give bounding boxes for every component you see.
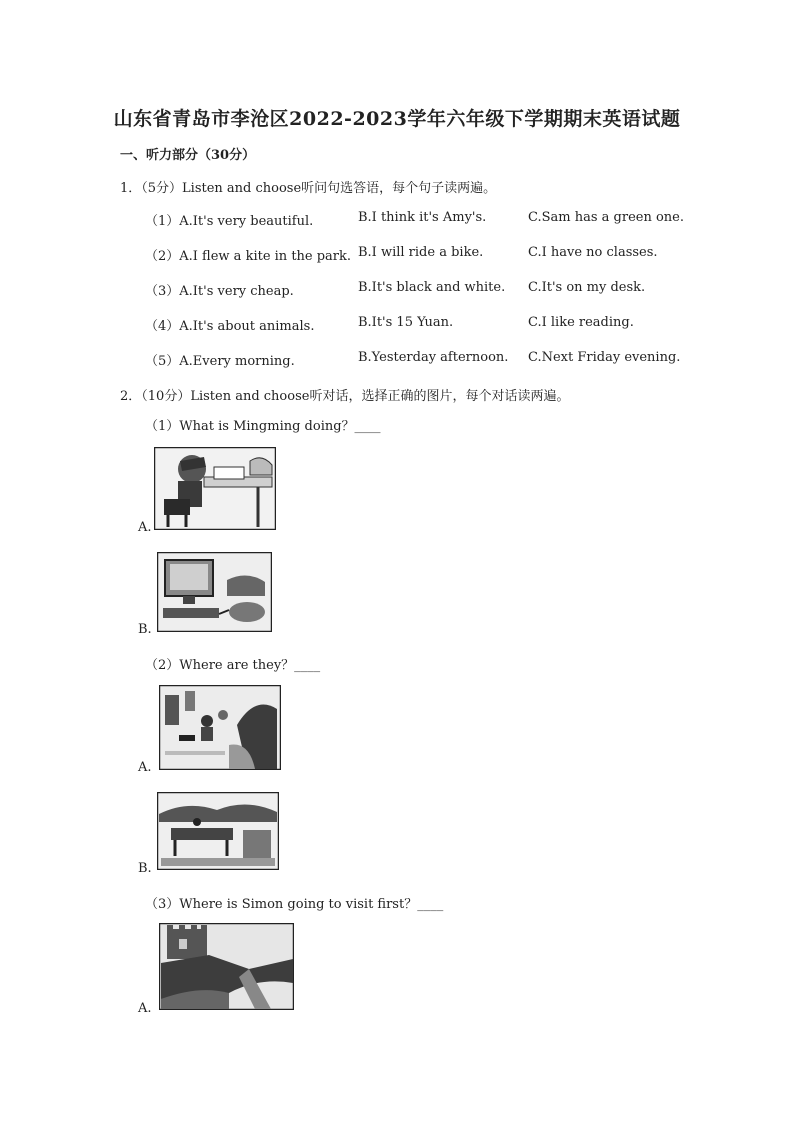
q1-row-5 [145,350,705,370]
q1-3-option-a: （3）A.It's very cheap. [145,284,294,299]
q1-5-option-a: （5）A.Every morning. [145,354,295,369]
page-title: 山东省青岛市李沧区2022-2023学年六年级下学期期末英语试题 [113,108,681,130]
q2-2-label-b: B. [138,861,152,876]
q1-4-option-b: B.It's 15 Yuan. [358,315,454,330]
q1-2-option-b: B.I will ride a bike. [358,245,484,260]
question-2-heading: 2．（10分）Listen and choose听对话，选择正确的图片，每个对话读两遍。 [120,389,570,404]
q1-1-option-a: （1）A.It's very beautiful. [145,214,314,229]
q2-2-picture-b [157,792,279,870]
q1-row-3 [145,280,705,300]
q2-3-label-a: A. [138,1001,152,1016]
section-heading-listening: 一、听力部分（30分） [120,148,256,163]
q1-5-option-b: B.Yesterday afternoon. [358,350,509,365]
q2-2-picture-a [159,685,281,770]
q1-2-option-c: C.I have no classes. [528,245,658,260]
q1-1-option-c: C.Sam has a green one. [528,210,684,225]
q1-row-2 [145,245,705,265]
q1-3-option-c: C.It's on my desk. [528,280,646,295]
q2-3-picture-a [159,923,294,1010]
q1-3-option-b: B.It's black and white. [358,280,506,295]
q1-4-option-c: C.I like reading. [528,315,634,330]
q2-2-label-a: A. [138,760,152,775]
q1-5-option-c: C.Next Friday evening. [528,350,681,365]
q2-sub-1: （1）What is Mingming doing？____ [145,419,381,434]
question-1-heading: 1．（5分）Listen and choose听问句选答语，每个句子读两遍。 [120,181,497,196]
q1-4-option-a: （4）A.It's about animals. [145,319,315,334]
q2-1-picture-b [157,552,272,632]
q1-1-option-b: B.I think it's Amy's. [358,210,487,225]
q2-1-label-a: A. [138,520,152,535]
q1-row-4 [145,315,705,335]
q2-1-label-b: B. [138,622,152,637]
q1-2-option-a: （2）A.I flew a kite in the park. [145,249,352,264]
q1-row-1 [145,210,705,230]
q2-sub-2: （2）Where are they？____ [145,658,321,673]
q2-1-picture-a [154,447,276,530]
q2-sub-3: （3）Where is Simon going to visit first？____ [145,897,444,912]
